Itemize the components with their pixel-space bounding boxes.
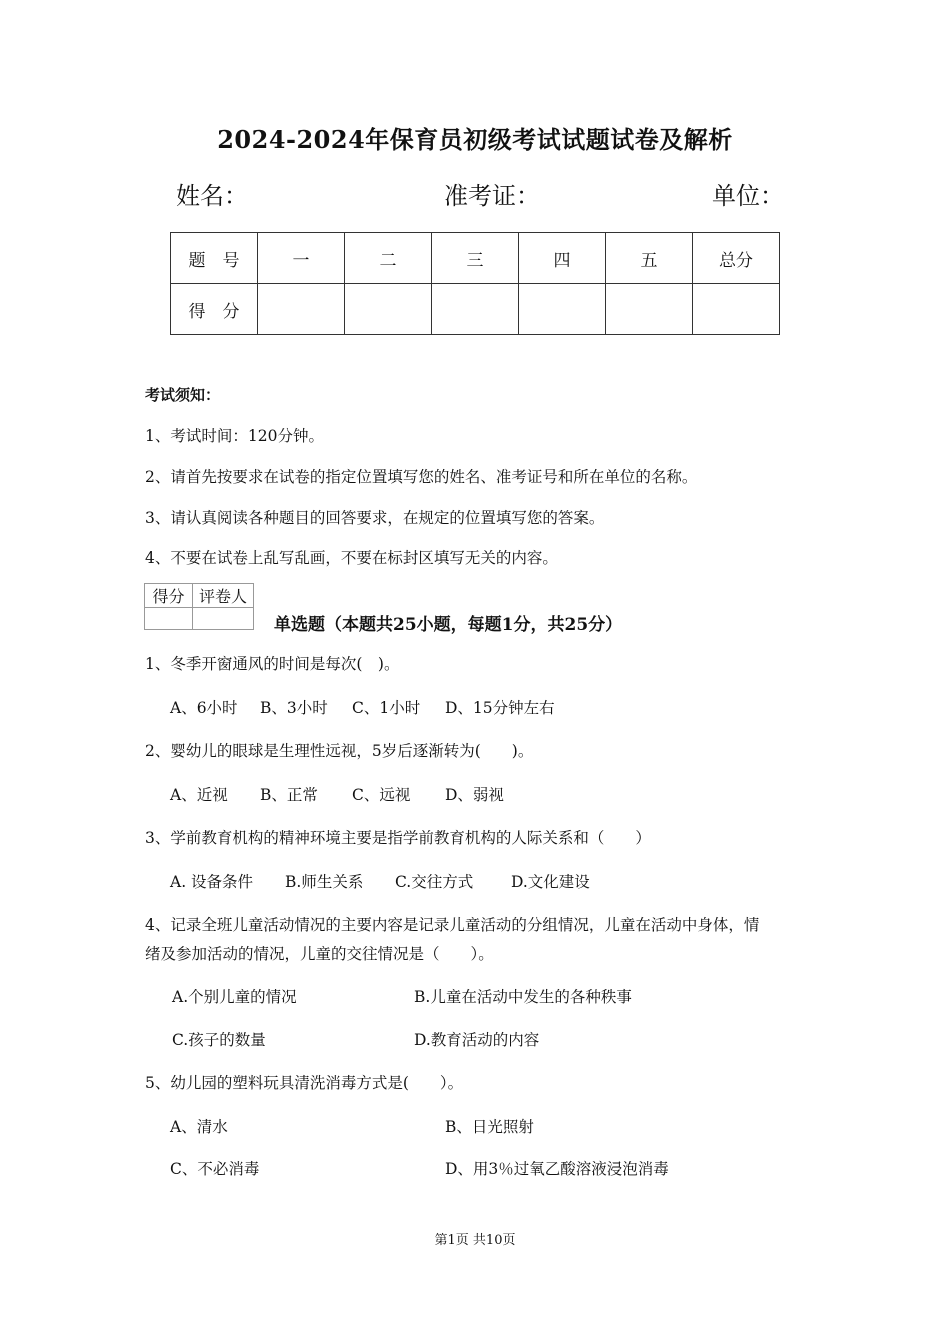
grader-score-label: 得分 (145, 584, 193, 608)
answer-option[interactable]: A. 设备条件 (170, 873, 254, 891)
grader-score-cell[interactable] (145, 608, 193, 630)
answer-option[interactable]: D、弱视 (445, 786, 504, 804)
score-table-header-row (171, 233, 780, 284)
answer-option[interactable]: C.交往方式 (395, 873, 474, 891)
answer-option[interactable]: C.孩子的数量 (172, 1031, 266, 1049)
score-header-cell: 四 (519, 233, 606, 284)
answer-option[interactable]: B.师生关系 (285, 873, 364, 891)
notice-item: 4、不要在试卷上乱写乱画，不要在标封区填写无关的内容。 (145, 549, 558, 567)
score-cell[interactable] (693, 284, 780, 335)
page-number: 第1页 共10页 (434, 1233, 516, 1248)
score-cell[interactable] (258, 284, 345, 335)
notice-item: 2、请首先按要求在试卷的指定位置填写您的姓名、准考证号和所在单位的名称。 (145, 468, 698, 486)
question-stem: 4、记录全班儿童活动情况的主要内容是记录儿童活动的分组情况，儿童在活动中身体，情 (145, 916, 760, 934)
answer-option[interactable]: A、清水 (170, 1118, 228, 1136)
question-stem-continued: 绪及参加活动的情况，儿童的交往情况是（ ）。 (145, 945, 494, 963)
score-cell[interactable] (345, 284, 432, 335)
score-header-cell: 一 (258, 233, 345, 284)
score-header-cell: 五 (606, 233, 693, 284)
answer-option[interactable]: B、正常 (260, 786, 318, 804)
name-label: 姓名： (176, 182, 248, 210)
exam-id-label: 准考证： (444, 182, 540, 210)
question-stem: 3、学前教育机构的精神环境主要是指学前教育机构的人际关系和（ ） (145, 829, 651, 847)
section-title: 单选题（本题共25小题，每题1分，共25分） (274, 615, 623, 635)
question-stem: 5、幼儿园的塑料玩具清洗消毒方式是( ）。 (145, 1074, 464, 1092)
answer-option[interactable]: B.儿童在活动中发生的各种秩事 (414, 988, 632, 1006)
answer-option[interactable]: A.个别儿童的情况 (172, 988, 297, 1006)
answer-option[interactable]: B、3小时 (260, 699, 328, 717)
answer-option[interactable]: D.文化建设 (511, 873, 590, 891)
score-header-cell: 三 (432, 233, 519, 284)
answer-option[interactable]: C、1小时 (352, 699, 421, 717)
score-row-label: 得 分 (171, 284, 258, 335)
unit-label: 单位： (712, 182, 784, 210)
answer-option[interactable]: D、用3％过氧乙酸溶液浸泡消毒 (445, 1160, 669, 1178)
answer-option[interactable]: C、不必消毒 (170, 1160, 260, 1178)
notice-item: 3、请认真阅读各种题目的回答要求，在规定的位置填写您的答案。 (145, 509, 605, 527)
grader-name-label: 评卷人 (193, 584, 254, 608)
score-cell[interactable] (519, 284, 606, 335)
question-stem: 1、冬季开窗通风的时间是每次( )。 (145, 655, 400, 673)
notice-title: 考试须知： (145, 386, 221, 404)
document-title: 2024-2024年保育员初级考试试题试卷及解析 (217, 125, 733, 154)
answer-option[interactable]: A、6小时 (170, 699, 238, 717)
score-cell[interactable] (432, 284, 519, 335)
answer-option[interactable]: B、日光照射 (445, 1118, 534, 1136)
answer-option[interactable]: C、远视 (352, 786, 411, 804)
score-header-cell: 总分 (693, 233, 780, 284)
score-table (170, 232, 780, 335)
score-cell[interactable] (606, 284, 693, 335)
score-header-cell: 二 (345, 233, 432, 284)
answer-option[interactable]: A、近视 (170, 786, 228, 804)
answer-option[interactable]: D、15分钟左右 (445, 699, 555, 717)
score-table-score-row (171, 284, 780, 335)
notice-item: 1、考试时间：120分钟。 (145, 427, 324, 445)
question-stem: 2、婴幼儿的眼球是生理性远视，5岁后逐渐转为( )。 (145, 742, 534, 760)
grader-table (144, 583, 254, 630)
answer-option[interactable]: D.教育活动的内容 (414, 1031, 540, 1049)
grader-name-cell[interactable] (193, 608, 254, 630)
score-header-cell: 题 号 (171, 233, 258, 284)
